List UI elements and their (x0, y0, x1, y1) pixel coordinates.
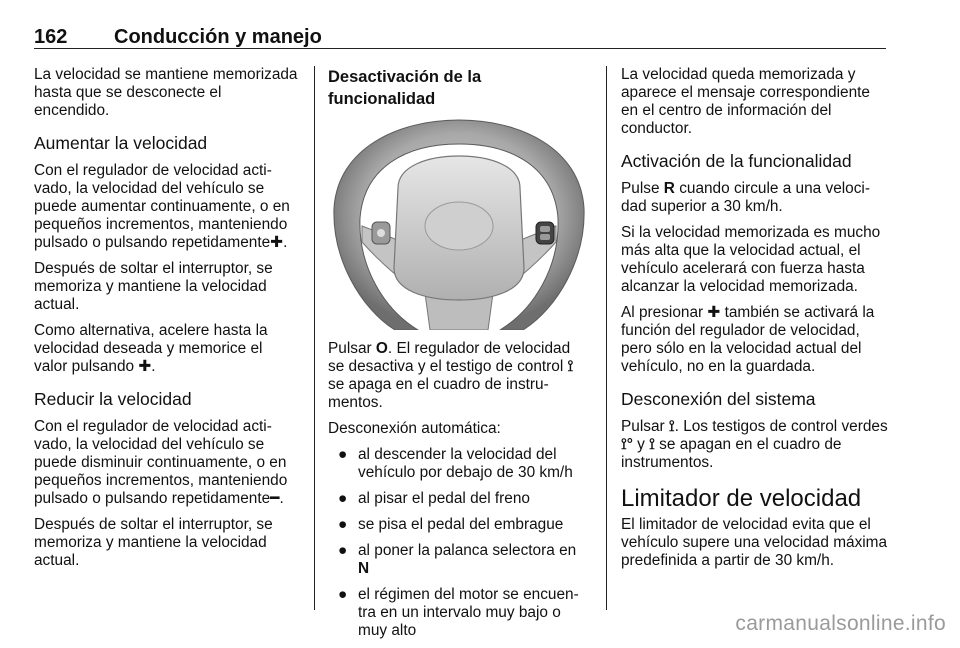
column-divider (314, 66, 315, 610)
paragraph: Pulsar O. El regulador de velocidad se desactiva y el testigo de control ⟟ se apaga en el cuadro de instrumentos. (328, 340, 574, 411)
cruise-control-icon: ⟟ (567, 358, 574, 375)
column-2 (328, 66, 590, 648)
section-heading-limiter: Limitador de velocidad (621, 485, 862, 512)
paragraph: El limitador de velocidad evita que el vehículo supere una velocidad máxima predefinida a partir de 30 km/h. (621, 516, 888, 569)
page-header (34, 14, 886, 49)
bullet-icon: ● (338, 446, 348, 463)
bullet-icon: ● (338, 516, 348, 533)
resume-icon: R (663, 180, 675, 197)
paragraph: Con el regulador de velocidad activado, la velocidad del vehículo se puede aumentar continuamente, o en pequeños incrementos, manteniendo pulsado o pulsando repetidamente✚. (34, 162, 290, 251)
paragraph: La velocidad se mantiene memorizada hasta que se desconecte el encendido. (34, 66, 298, 119)
list-item: ● al poner la palanca selectora en N (338, 542, 577, 577)
paragraph: Después de soltar el interruptor, se memoriza y mantiene la velocidad actual. (34, 516, 273, 569)
steering-wheel-icon (328, 118, 590, 330)
paragraph: Si la velocidad memorizada es mucho más alta que la velocidad actual, el vehículo acelerará con fuerza hasta alcanzar la velocidad memorizada. (621, 224, 881, 295)
paragraph: Como alternativa, acelere hasta la velocidad deseada y memorice el valor pulsando ✚. (34, 322, 268, 375)
plus-icon: ✚ (270, 234, 284, 251)
paragraph: Pulse R cuando circule a una velocidad superior a 30 km/h. (621, 180, 870, 215)
list-item: ● al pisar el pedal del freno (338, 490, 530, 507)
paragraph: La velocidad queda memorizada y aparece el mensaje correspondiente en el centro de información del conductor. (621, 66, 870, 137)
paragraph: Después de soltar el interruptor, se memoriza y mantiene la velocidad actual. (34, 260, 273, 313)
page-title: Conducción y manejo (114, 26, 322, 48)
speed-memory-icon: ⟟° (621, 436, 633, 453)
bullet-list (328, 446, 590, 640)
list-item: ● al descender la velocidad del vehículo por debajo de 30 km/h (338, 446, 573, 481)
paragraph: Pulsar ⟟. Los testigos de control verdes ⟟° y ⟟ se apagan en el cuadro de instrumentos. (621, 418, 888, 471)
plus-icon: ✚ (707, 304, 721, 321)
section-heading-deactivation: Desactivación de la funcionalidad (328, 68, 482, 108)
column-3 (621, 66, 889, 578)
list-item: ● el régimen del motor se encuentra en un intervalo muy bajo o muy alto (338, 586, 579, 639)
page-number: 162 (34, 26, 68, 48)
list-item: ● se pisa el pedal del embrague (338, 516, 564, 533)
section-heading-decrease: Reducir la velocidad (34, 389, 192, 409)
column-divider (606, 66, 607, 610)
bullet-icon: ● (338, 586, 348, 603)
section-heading-activation: Activación de la funcionalidad (621, 151, 852, 171)
paragraph: Con el regulador de velocidad activado, la velocidad del vehículo se puede disminuir continuamente, o en pequeños incrementos, manteniendo pulsado o pulsando repetidamente━. (34, 418, 288, 507)
paragraph: Desconexión automática: (328, 420, 501, 437)
section-heading-increase: Aumentar la velocidad (34, 133, 208, 153)
bullet-icon: ● (338, 490, 348, 507)
cruise-control-icon: ⟟ (649, 436, 655, 453)
paragraph: Al presionar ✚ también se activará la función del regulador de velocidad, pero sólo en la velocidad actual del vehículo, no en la guardada. (621, 304, 875, 375)
bullet-icon: ● (338, 542, 348, 559)
watermark: carmanualsonline.info (735, 612, 946, 635)
cancel-circle-icon: O (375, 340, 388, 357)
plus-icon: ✚ (138, 358, 152, 375)
column-1 (34, 66, 300, 578)
minus-icon: ━ (270, 490, 280, 507)
section-heading-disconnect: Desconexión del sistema (621, 389, 816, 409)
cruise-control-icon: ⟟ (668, 418, 675, 435)
